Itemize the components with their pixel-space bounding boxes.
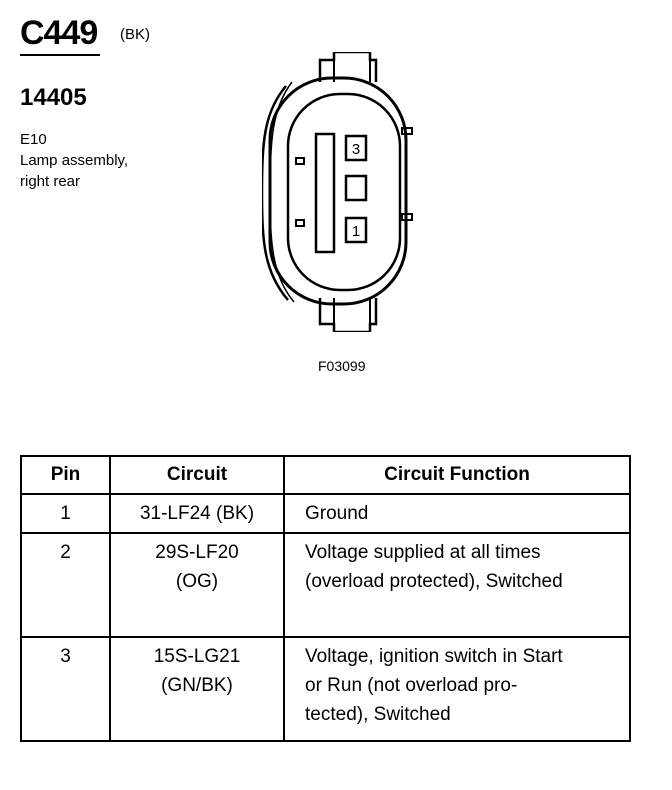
pin-table — [20, 455, 631, 742]
table-row — [21, 533, 630, 637]
circuit-line: (GN/BK) — [161, 675, 233, 696]
function-cell — [284, 494, 630, 533]
color-code: (BK) — [120, 26, 150, 43]
function-line: tected), Switched — [305, 704, 451, 725]
circuit-line: 15S-LG21 — [153, 646, 241, 667]
left-nub — [296, 158, 304, 164]
table-header-row — [21, 456, 630, 494]
header-circuit: Circuit — [110, 456, 284, 494]
function-line: Ground — [305, 503, 369, 524]
connector-id: C449 — [20, 14, 98, 52]
pin-cell: 2 — [21, 533, 110, 637]
pin-1-label: 1 — [351, 223, 361, 240]
pin-cell: 1 — [21, 494, 110, 533]
circuit-cell — [110, 637, 284, 741]
pin-cell: 3 — [21, 637, 110, 741]
inner-housing — [288, 94, 400, 290]
circuit-line: (OG) — [175, 571, 219, 592]
figure-id: F03099 — [318, 358, 366, 374]
function-line: or Run (not overload pro- — [305, 675, 518, 696]
description-line-1: Lamp assembly, — [20, 152, 129, 169]
connector-id-underline — [20, 54, 100, 56]
pin-2-cavity — [346, 176, 366, 200]
function-line: (overload protected), Switched — [305, 571, 563, 592]
function-line: Voltage, ignition switch in Start — [305, 646, 563, 667]
keying-slot — [316, 134, 334, 252]
circuit-line: 31-LF24 (BK) — [139, 503, 255, 524]
part-number: 14405 — [20, 84, 87, 111]
function-cell — [284, 533, 630, 637]
right-nub — [402, 128, 412, 134]
circuit-cell — [110, 533, 284, 637]
header-pin: Pin — [21, 456, 110, 494]
location-code: E10 — [20, 131, 47, 148]
connector-face-diagram — [262, 52, 432, 332]
description-line-2: right rear — [20, 173, 81, 190]
header-circuit-function: Circuit Function — [284, 456, 630, 494]
function-line: Voltage supplied at all times — [305, 542, 541, 563]
function-cell — [284, 637, 630, 741]
table-row — [21, 637, 630, 741]
table-row — [21, 494, 630, 533]
pin-3-label: 3 — [351, 141, 361, 158]
circuit-cell — [110, 494, 284, 533]
circuit-line: 29S-LF20 — [155, 542, 239, 563]
